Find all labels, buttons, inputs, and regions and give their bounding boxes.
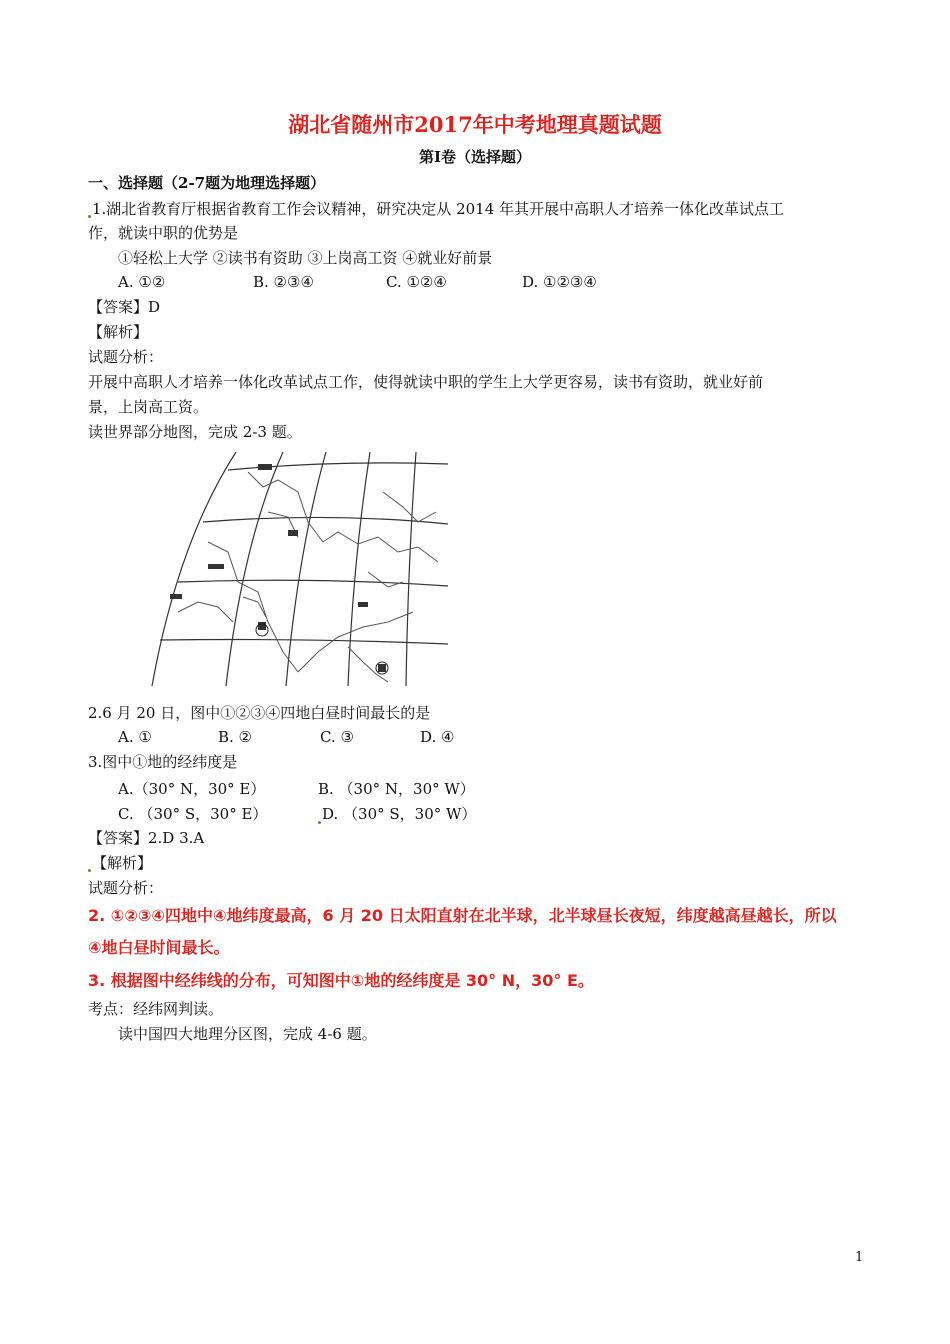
q2-option-d: D. ④ [420, 728, 455, 746]
q1-stem-line2: 作，就读中职的优势是 [88, 224, 239, 242]
q2-option-a: A. ① [118, 728, 152, 746]
q3-option-c: C. （30° S，30° E） [118, 805, 268, 823]
q3-option-b: B. （30° N，30° W） [318, 780, 475, 798]
q1-option-d: D. ①②③④ [522, 273, 597, 291]
document-title: 湖北省随州市2017年中考地理真题试题 [288, 112, 662, 137]
q1-items: ①轻松上大学 ②读书有资助 ③上岗高工资 ④就业好前景 [118, 249, 493, 267]
analysis-2-3-line2: ④地白昼时间最长。 [88, 938, 230, 957]
q1-option-b: B. ②③④ [253, 273, 314, 291]
q2-option-b: B. ② [218, 728, 253, 746]
q1-option-a: A. ①② [118, 273, 166, 291]
section-heading: 一、选择题（2-7题为地理选择题） [88, 174, 326, 192]
q2-stem: 2.6 月 20 日，图中①②③④四地白昼时间最长的是 [88, 704, 431, 722]
analysis-2-3-line3: 3. 根据图中经纬线的分布，可知图中①地的经纬度是 30° N，30° E。 [88, 971, 594, 990]
q1-analysis-label: 试题分析： [88, 348, 164, 366]
world-map-figure [148, 452, 450, 686]
q1-analysis-line1: 开展中高职人才培养一体化改革试点工作，使得就读中职的学生上大学更容易，读书有资助，就业好前 [88, 373, 764, 391]
q1-analysis-line2: 景，上岗高工资。 [88, 398, 209, 416]
page-number: 1 [855, 1250, 864, 1265]
q1-option-c: C. ①②④ [386, 273, 447, 291]
map-intro: 读世界部分地图，完成 2-3 题。 [88, 423, 302, 441]
q1-analysis-head: 【解析】 [88, 323, 149, 341]
section-subtitle: 第Ⅰ卷（选择题） [418, 148, 532, 166]
q2-option-c: C. ③ [320, 728, 354, 746]
kaodian: 考点：经纬网判读。 [88, 1000, 224, 1018]
q3-stem: 3.图中①地的经纬度是 [88, 753, 238, 771]
q3-option-d: D. （30° S，30° W） [318, 803, 476, 824]
q1-stem-line1: 1.湖北省教育厅根据省教育工作会议精神，研究决定从 2014 年其开展中高职人才培养一体化改革试点工 [88, 200, 784, 218]
analysis-2-3-line1: 2. ①②③④四地中④地纬度最高，6 月 20 日太阳直射在北半球，北半球昼长夜短，纬度越高昼越长，所以 [88, 906, 837, 925]
next-intro: 读中国四大地理分区图，完成 4-6 题。 [118, 1025, 377, 1043]
answer-2-3: 【答案】2.D 3.A [88, 829, 205, 847]
q1-answer: 【答案】D [88, 298, 161, 316]
q3-option-a: A.（30° N，30° E） [118, 780, 266, 798]
analysis-2-3-head: 【解析】 [88, 854, 152, 872]
analysis-2-3-label: 试题分析： [88, 879, 164, 897]
